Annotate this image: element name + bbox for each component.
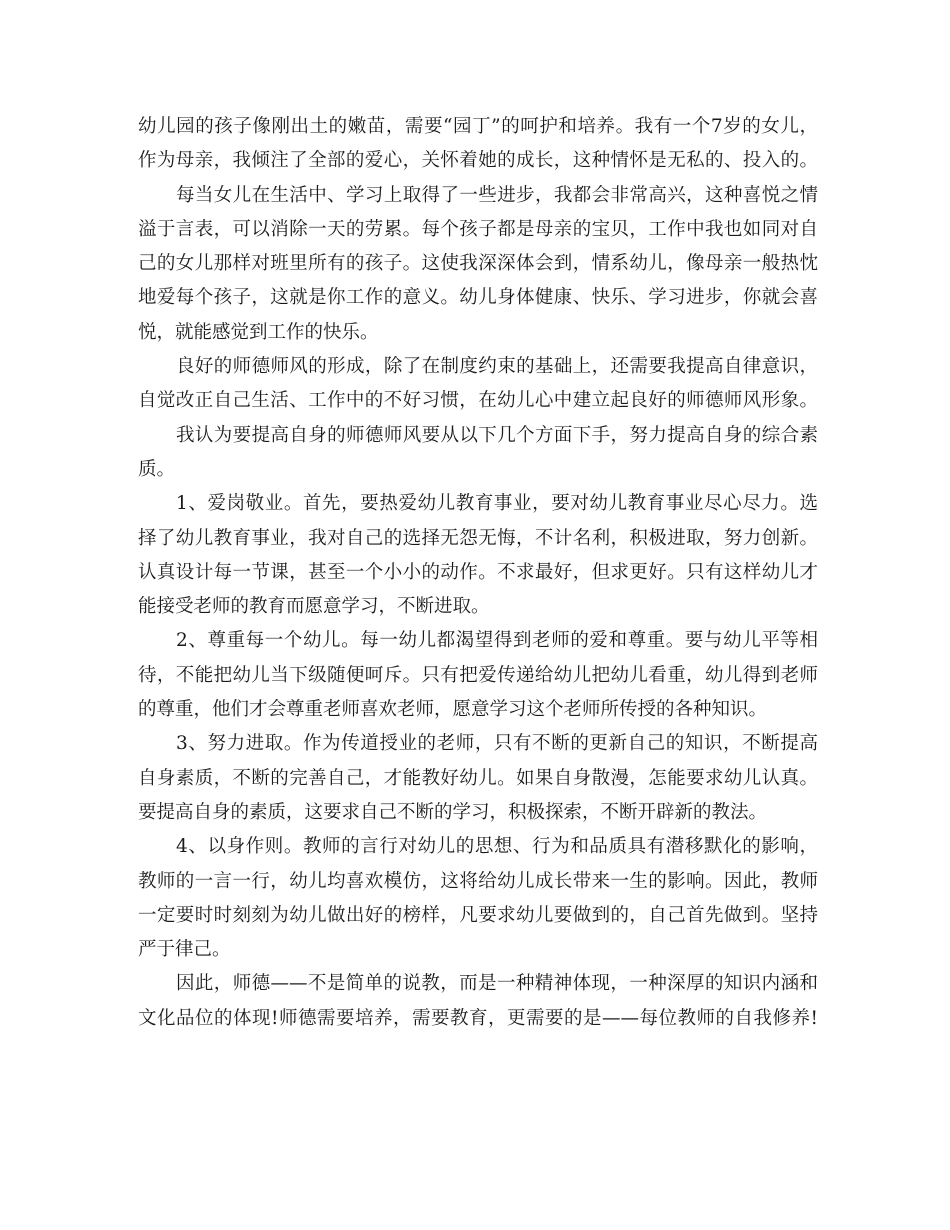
text-line: 溢于言表，可以消除一天的劳累。每个孩子都是母亲的宝贝，工作中我也如同对自	[138, 218, 818, 240]
text-line: 质。	[138, 458, 176, 480]
text-line: 文化品位的体现!师德需要培养，需要教育，更需要的是——每位教师的自我修养!	[138, 1007, 818, 1029]
text-line: 能接受老师的教育而愿意学习，不断进取。	[138, 596, 490, 618]
text-line: 择了幼儿教育事业，我对自己的选择无怨无悔，不计名利，积极进取，努力创新。	[138, 527, 818, 549]
text-line: 3、努力进取。作为传道授业的老师，只有不断的更新自己的知识，不断提高	[176, 733, 818, 755]
text-line: 认真设计每一节课，甚至一个小小的动作。不求最好，但求更好。只有这样幼儿才	[138, 561, 818, 583]
text-line: 1、爱岗敬业。首先，要热爱幼儿教育事业，要对幼儿教育事业尽心尽力。选	[176, 493, 818, 515]
text-line: 要提高自身的素质，这要求自己不断的学习，积极探索，不断开辟新的教法。	[138, 801, 768, 823]
text-line: 待，不能把幼儿当下级随便呵斥。只有把爱传递给幼儿把幼儿看重，幼儿得到老师	[138, 664, 818, 686]
text-line: 教师的一言一行，幼儿均喜欢模仿，这将给幼儿成长带来一生的影响。因此，教师	[138, 870, 818, 892]
text-line: 己的女儿那样对班里所有的孩子。这使我深深体会到，情系幼儿，像母亲一般热忱	[138, 253, 818, 275]
text-line: 4、以身作则。教师的言行对幼儿的思想、行为和品质具有潜移默化的影响，	[176, 836, 818, 858]
text-line: 的尊重，他们才会尊重老师喜欢老师，愿意学习这个老师所传授的各种知识。	[138, 699, 768, 721]
text-line: 自觉改正自己生活、工作中的不好习惯，在幼儿心中建立起良好的师德师风形象。	[138, 390, 818, 412]
text-line: 自身素质，不断的完善自己，才能教好幼儿。如果自身散漫，怎能要求幼儿认真。	[138, 767, 818, 789]
text-line: 我认为要提高自身的师德师风要从以下几个方面下手，努力提高自身的综合素	[176, 424, 818, 446]
text-line: 因此，师德——不是简单的说教，而是一种精神体现，一种深厚的知识内涵和	[176, 973, 818, 995]
document-body	[138, 110, 818, 1036]
text-line: 悦，就能感觉到工作的快乐。	[138, 321, 379, 343]
text-line: 良好的师德师风的形成，除了在制度约束的基础上，还需要我提高自律意识，	[176, 356, 818, 378]
text-line: 2、尊重每一个幼儿。每一幼儿都渴望得到老师的爱和尊重。要与幼儿平等相	[176, 630, 818, 652]
text-line: 一定要时时刻刻为幼儿做出好的榜样，凡要求幼儿要做到的，自己首先做到。坚持	[138, 904, 818, 926]
text-line: 严于律己。	[138, 939, 231, 961]
text-line: 幼儿园的孩子像刚出土的嫩苗，需要“园丁”的呵护和培养。我有一个7岁的女儿，	[138, 116, 818, 137]
text-line: 地爱每个孩子，这就是你工作的意义。幼儿身体健康、快乐、学习进步，你就会喜	[138, 287, 818, 309]
text-line: 每当女儿在生活中、学习上取得了一些进步，我都会非常高兴，这种喜悦之情	[176, 184, 818, 206]
text-line: 作为母亲，我倾注了全部的爱心，关怀着她的成长，这种情怀是无私的、投入的。	[138, 150, 818, 172]
